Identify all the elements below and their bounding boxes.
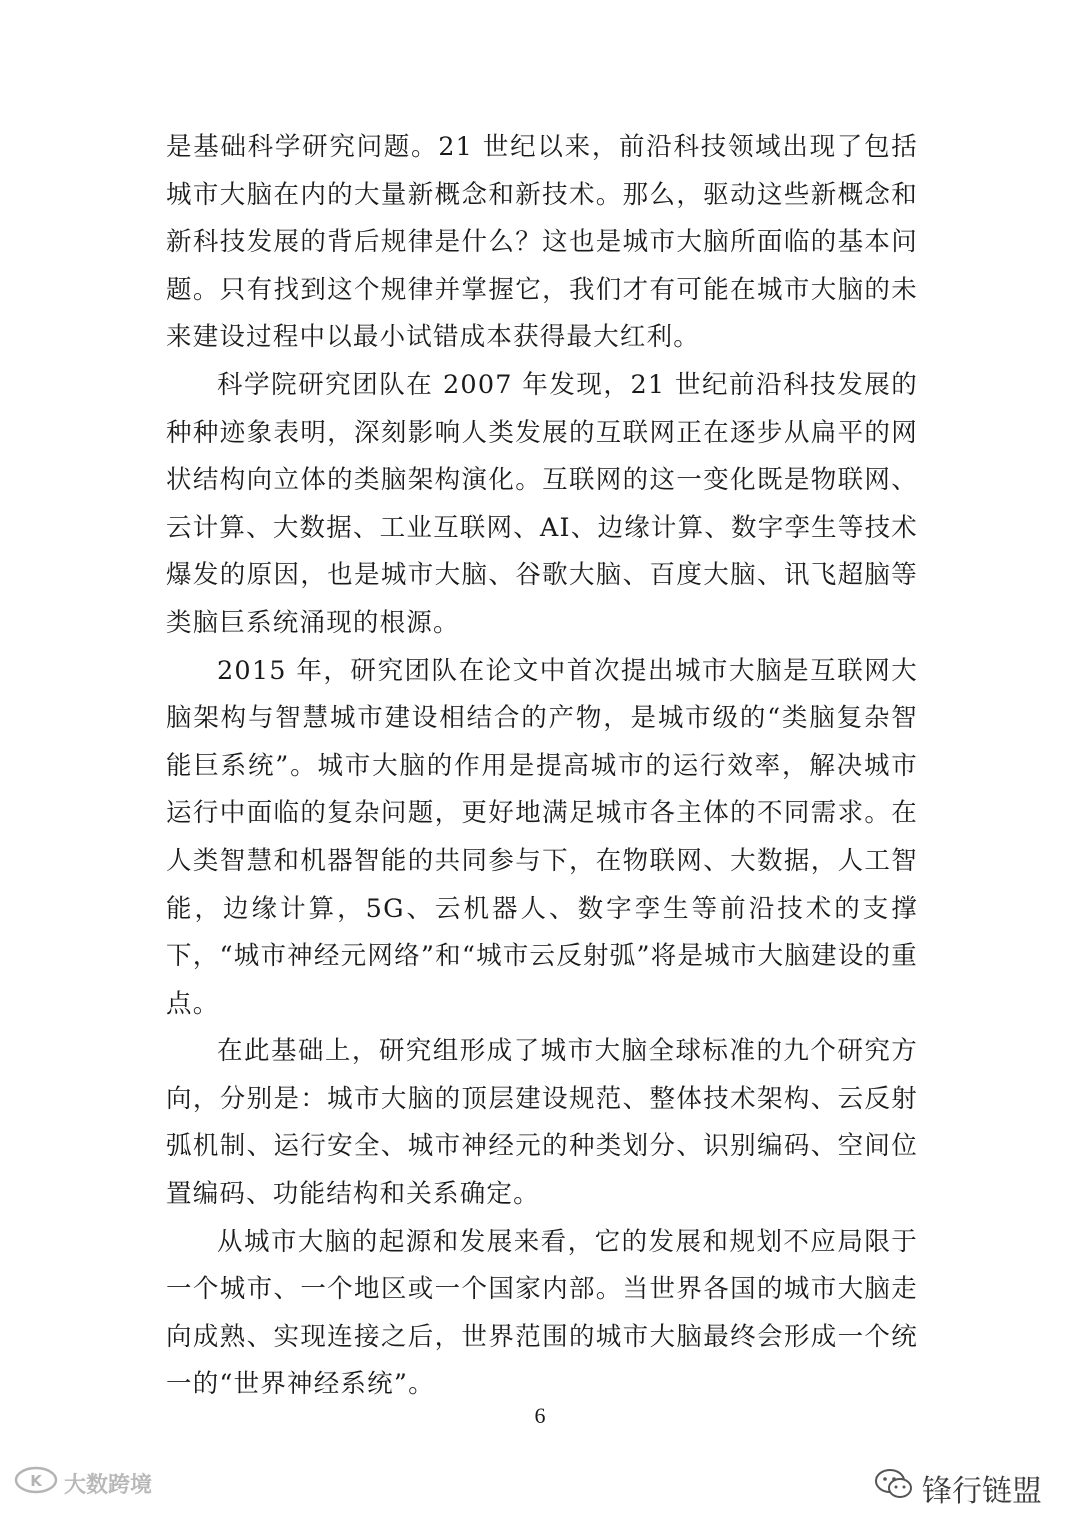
wechat-icon [874,1467,914,1509]
page-number: 6 [534,1403,546,1428]
paragraph: 从城市大脑的起源和发展来看，它的发展和规划不应局限于一个城市、一个地区或一个国家内部。当世界各国的城市大脑走向成熟、实现连接之后，世界范围的城市大脑最终会形成一个统一的“世界神经系统”。 [166,1226,918,1400]
paragraph-continued: 是基础科学研究问题。21 世纪以来，前沿科技领域出现了包括城市大脑在内的大量新概念和新技术。那么，驱动这些新概念和新科技发展的背后规律是什么？这也是城市大脑所面临的基本问题。只有找到这个规律并掌握它，我们才有可能在城市大脑的未来建设过程中以最小试错成本获得最大红利。 [166,132,918,353]
svg-text:K: K [30,1472,42,1490]
body-text [166,124,918,1409]
watermark-right [874,1466,1042,1510]
watermark-right-text: 锋行链盟 [922,1474,1042,1509]
paragraph: 在此基础上，研究组形成了城市大脑全球标准的九个研究方向，分别是：城市大脑的顶层建设规范、整体技术架构、云反射弧机制、运行安全、城市神经元的种类划分、识别编码、空间位置编码、功能结构和关系确定。 [166,1036,918,1210]
watermark-left [14,1466,152,1500]
k-badge-icon [14,1466,58,1500]
paragraph: 2015 年，研究团队在论文中首次提出城市大脑是互联网大脑架构与智慧城市建设相结合的产物，是城市级的“类脑复杂智能巨系统”。城市大脑的作用是提高城市的运行效率，解决城市运行中面临的复杂问题，更好地满足城市各主体的不同需求。在人类智慧和机器智能的共同参与下，在物联网、大数据，人工智能，边缘计算，5G、云机器人、数字孪生等前沿技术的支撑下，“城市神经元网络”和“城市云反射弧”将是城市大脑建设的重点。 [166,655,918,1019]
watermark-left-text: 大数跨境 [64,1472,153,1498]
paragraph: 科学院研究团队在 2007 年发现，21 世纪前沿科技发展的种种迹象表明，深刻影响人类发展的互联网正在逐步从扁平的网状结构向立体的类脑架构演化。互联网的这一变化既是物联网、云计算、大数据、工业互联网、AI、边缘计算、数字孪生等技术爆发的原因，也是城市大脑、谷歌大脑、百度大脑、讯飞超脑等类脑巨系统涌现的根源。 [166,369,918,638]
